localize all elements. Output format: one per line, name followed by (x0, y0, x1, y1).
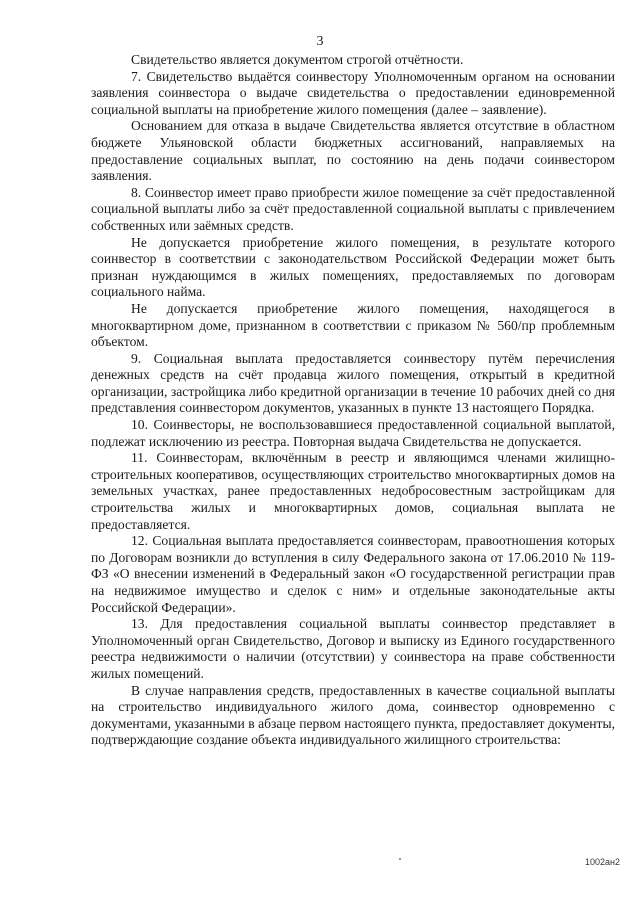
paragraph-not-allowed-problem-object: Не допускается приобретение жилого помещения, находящегося в многоквартирном доме, признанном в соответствии с приказом № 560/пр проблемным объектом. (91, 300, 615, 350)
paragraph-item-8: 8. Соинвестор имеет право приобрести жилое помещение за счёт предоставленной социальной выплаты либо за счёт предоставленной социальной выплаты с привлечением собственных или заёмных средств. (91, 184, 615, 233)
paragraph-certificate-strict-reporting: Свидетельство является документом строгой отчётности. (131, 52, 464, 67)
paragraph-item-7: 7. Свидетельство выдаётся соинвестору Уполномоченным органом на основании заявления соинвестора о выдаче свидетельства о предоставлении единовременной социальной выплаты на приобретение жилого помещения (далее – заявление). (91, 68, 615, 117)
footer-document-code: 1002ан2 (584, 857, 620, 867)
paragraph-item-10: 10. Соинвесторы, не воспользовавшиеся предоставленной социальной выплатой, подлежат исключению из реестра. Повторная выдача Свидетельства не допускается. (91, 417, 615, 449)
paragraph-item-12: 12. Социальная выплата предоставляется соинвесторам, правоотношения которых по Договорам возникли до вступления в силу Федерального закона от 17.06.2010 № 119-ФЗ «О внесении изменений в Федеральный закон «О государственной регистрации прав на недвижимое имущество и сделок с ним» и отдельные законодательные акты Российской Федерации». (91, 533, 615, 615)
paragraph-item-13: 13. Для предоставления социальной выплаты соинвестор представляет в Уполномоченный орган Свидетельство, Договор и выписку из Единого государственного реестра недвижимости о наличии (отсутствии) у соинвестора на праве собственности жилых помещений. (91, 616, 615, 681)
document-body (91, 52, 615, 749)
paragraph-refusal-grounds: Основанием для отказа в выдаче Свидетельства является отсутствие в областном бюджете Ульяновской области бюджетных ассигнований, направляемых на предоставление социальных выплат, по состоянию на день подачи соинвестором заявления. (91, 118, 615, 184)
paragraph-item-9: 9. Социальная выплата предоставляется соинвестору путём перечисления денежных средств на счёт продавца жилого помещения, открытый в кредитной организации, застройщика либо кредитной организации в течение 10 рабочих дней со дня представления соинвестором документов, указанных в пункте 13 настоящего Порядка. (91, 350, 615, 416)
scan-speck (399, 858, 401, 860)
paragraph-individual-house: В случае направления средств, предоставленных в качестве социальной выплаты на строительство индивидуального жилого дома, соинвестор одновременно с документами, указанными в абзаце первом настоящего пункта, предоставляет документы, подтверждающие создание объекта индивидуального жилищного строительства: (91, 682, 615, 748)
page-number: 3 (316, 34, 324, 49)
paragraph-item-11: 11. Соинвесторам, включённым в реестр и являющимся членами жилищно-строительных кооперативов, осуществляющих строительство многоквартирных домов на земельных участках, ранее предоставленных недобросовестным застройщикам для строительства жилых и многоквартирных домов, социальная выплата не предоставляется. (91, 450, 615, 532)
paragraph-not-allowed-needy: Не допускается приобретение жилого помещения, в результате которого соинвестор в соответствии с законодательством Российской Федерации может быть признан нуждающимся в жилых помещениях, предоставляемых по договорам социального найма. (91, 234, 615, 300)
